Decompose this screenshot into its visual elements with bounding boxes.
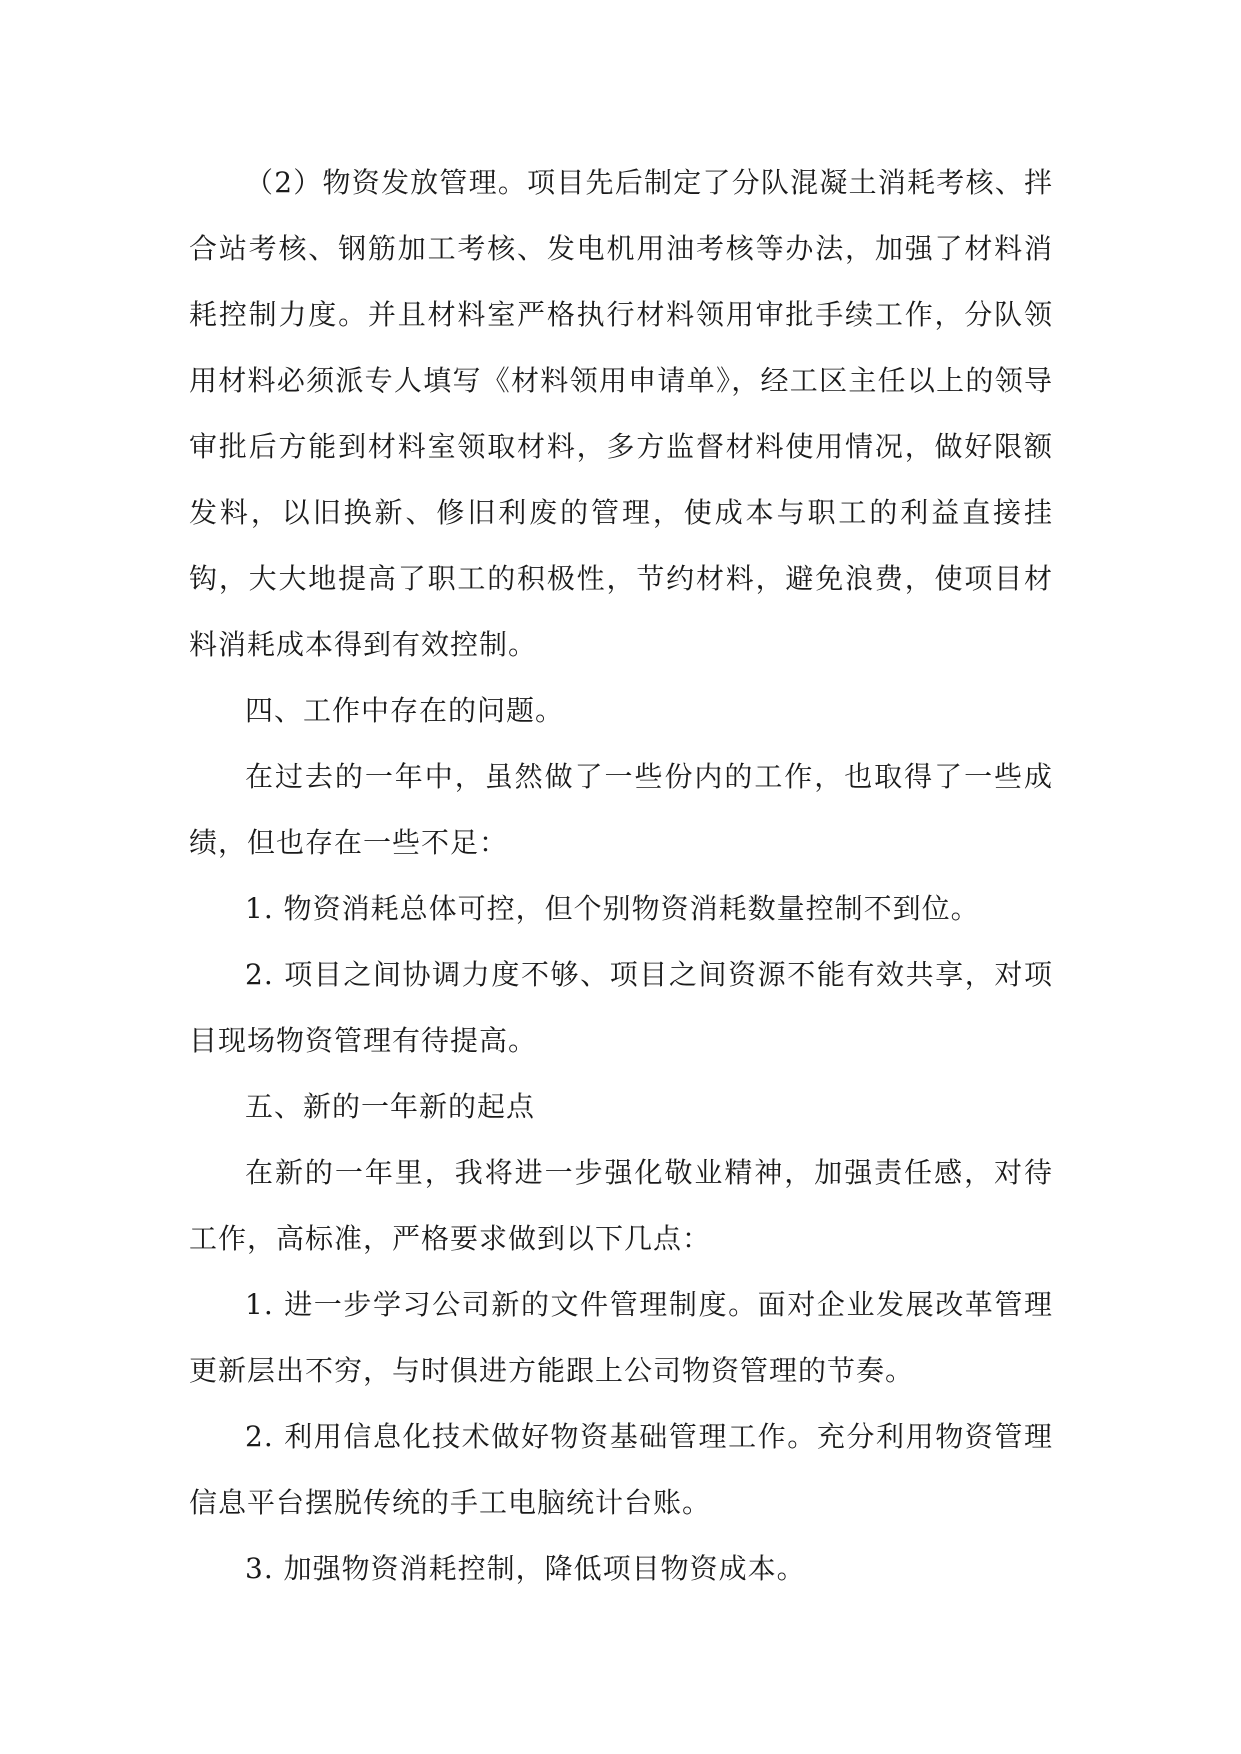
list-item-problem-1: 1. 物资消耗总体可控，但个别物资消耗数量控制不到位。 (245, 892, 980, 925)
heading-new-year: 五、新的一年新的起点 (245, 1090, 536, 1123)
list-item-problem-2: 2. 项目之间协调力度不够、项目之间资源不能有效共享，对项目现场物资管理有待提高。 (189, 958, 1053, 1057)
list-item-plan-2: 2. 利用信息化技术做好物资基础管理工作。充分利用物资管理信息平台摆脱传统的手工电脑统计台账。 (189, 1420, 1053, 1519)
list-item-plan-3: 3. 加强物资消耗控制，降低项目物资成本。 (245, 1552, 806, 1585)
paragraph-new-year-intro: 在新的一年里，我将进一步强化敬业精神，加强责任感，对待工作，高标准，严格要求做到以下几点： (189, 1156, 1053, 1255)
paragraph-material-issuance: （2）物资发放管理。项目先后制定了分队混凝土消耗考核、拌合站考核、钢筋加工考核、发电机用油考核等办法，加强了材料消耗控制力度。并且材料室严格执行材料领用审批手续工作，分队领用材料必须派专人填写《材料领用申请单》，经工区主任以上的领导审批后方能到材料室领取材料，多方监督材料使用情况，做好限额发料，以旧换新、修旧利废的管理，使成本与职工的利益直接挂钩，大大地提高了职工的积极性，节约材料，避免浪费，使项目材料消耗成本得到有效控制。 (189, 166, 1053, 661)
document-page (189, 150, 1053, 1602)
paragraph-past-year: 在过去的一年中，虽然做了一些份内的工作，也取得了一些成绩，但也存在一些不足： (189, 760, 1053, 859)
heading-existing-problems: 四、工作中存在的问题。 (245, 694, 565, 727)
list-item-plan-1: 1. 进一步学习公司新的文件管理制度。面对企业发展改革管理更新层出不穷，与时俱进方能跟上公司物资管理的节奏。 (189, 1288, 1053, 1387)
